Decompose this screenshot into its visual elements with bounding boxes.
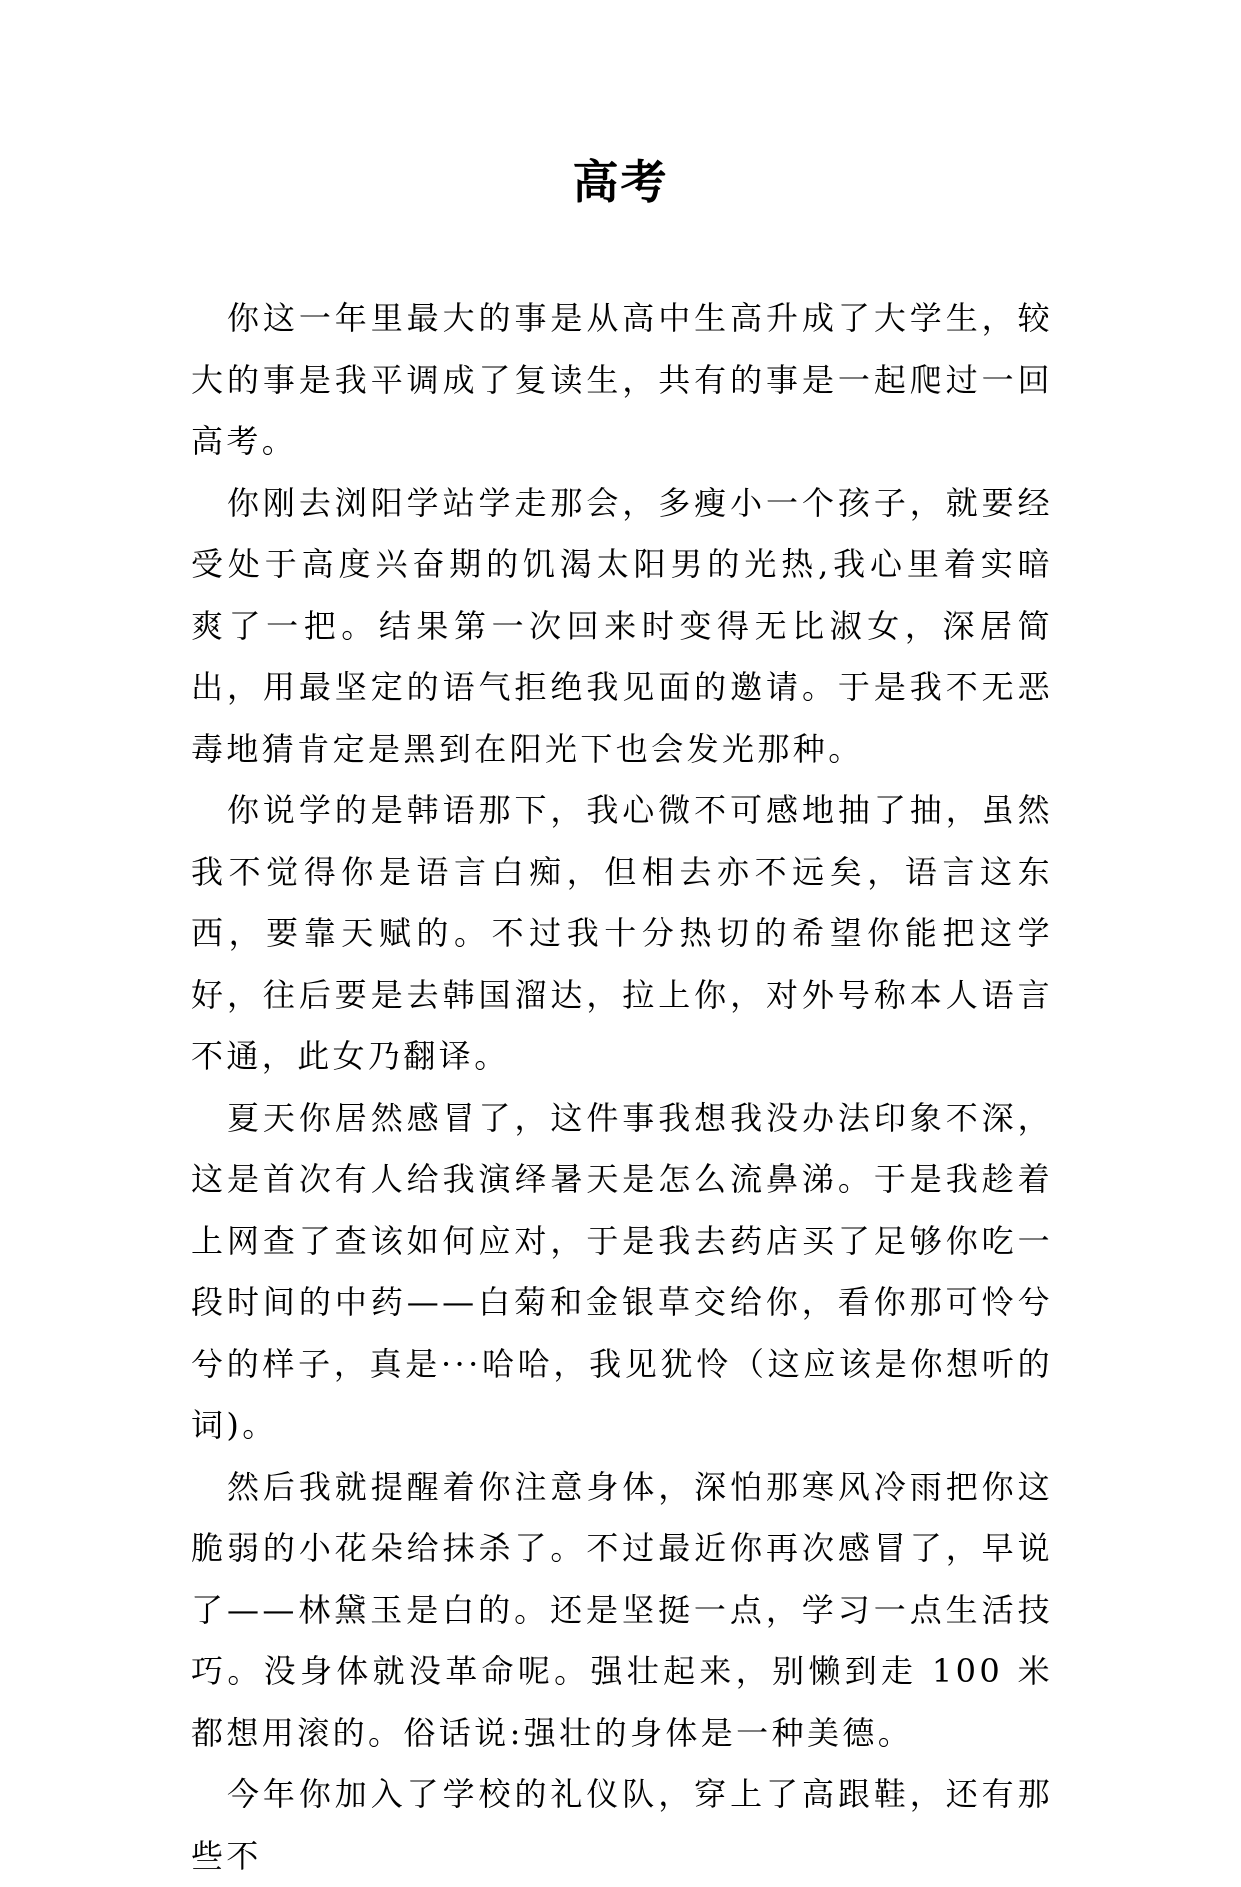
paragraph: 你刚去浏阳学站学走那会，多瘦小一个孩子，就要经受处于高度兴奋期的饥渴太阳男的光热,我心里着实暗爽了一把。结果第一次回来时变得无比淑女，深居简出，用最坚定的语气拒绝我见面的邀请。于是我不无恶毒地猜肯定是黑到在阳光下也会发光那种。 xyxy=(191,483,1053,768)
paragraph: 你说学的是韩语那下，我心微不可感地抽了抽，虽然我不觉得你是语言白痴，但相去亦不远矣，语言这东西，要靠天赋的。不过我十分热切的希望你能把这学好，往后要是去韩国溜达，拉上你，对外号称本人语言不通，此女乃翻译。 xyxy=(191,791,1053,1075)
document-body xyxy=(191,288,1053,1887)
paragraph: 今年你加入了学校的礼仪队，穿上了高跟鞋，还有那些不 xyxy=(191,1775,1053,1875)
paragraph: 然后我就提醒着你注意身体，深怕那寒风冷雨把你这脆弱的小花朵给抹杀了。不过最近你再次感冒了，早说了——林黛玉是白的。还是坚挺一点，学习一点生活技巧。没身体就没革命呢。强壮起来，别懒到走 100 米都想用滚的。俗话说:强壮的身体是一种美德。 xyxy=(191,1467,1053,1752)
paragraph: 夏天你居然感冒了，这件事我想我没办法印象不深，这是首次有人给我演绎暑天是怎么流鼻涕。于是我趁着上网查了查该如何应对，于是我去药店买了足够你吃一段时间的中药——白菊和金银草交给你，看你那可怜兮兮的样子，真是···哈哈，我见犹怜（这应该是你想听的词)。 xyxy=(191,1098,1053,1444)
paragraph: 你这一年里最大的事是从高中生高升成了大学生，较大的事是我平调成了复读生，共有的事是一起爬过一回高考。 xyxy=(191,299,1053,460)
document-title: 高考 xyxy=(572,155,669,209)
